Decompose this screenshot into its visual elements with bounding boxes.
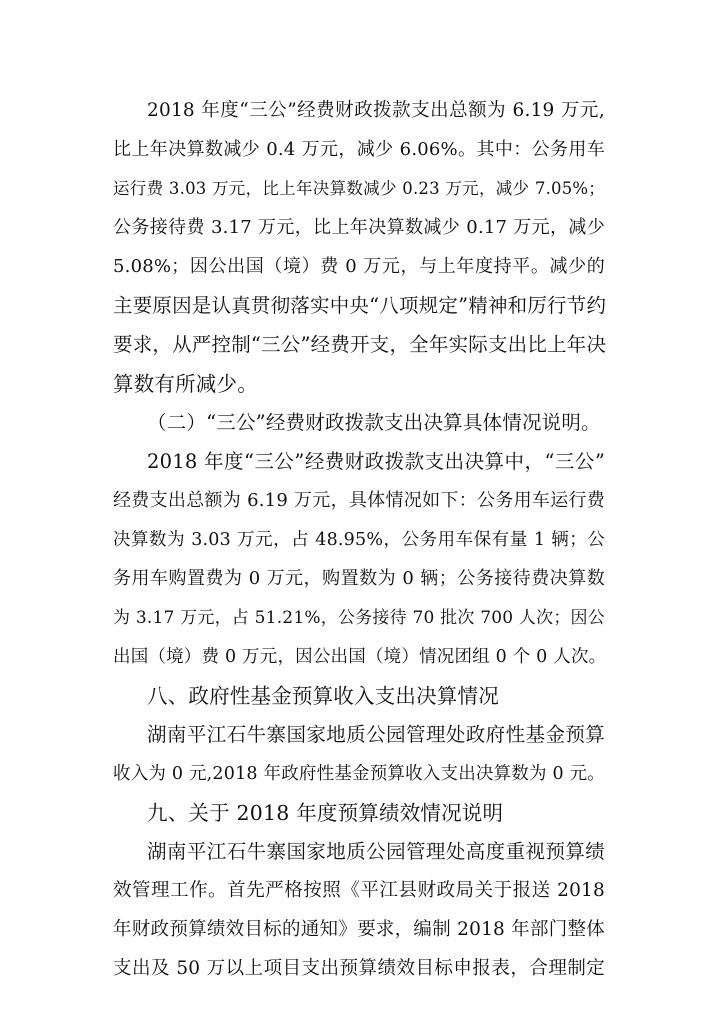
text-line: 公务接待费 3.17 万元，比上年决算数减少 0.17 万元，减少 xyxy=(113,217,605,238)
text-line: 湖南平江石牛寨国家地质公园管理处高度重视预算绩 xyxy=(147,840,605,863)
text-line: 经费支出总额为 6.19 万元，具体情况如下：公务用车运行费 xyxy=(113,490,605,511)
text-line: 出国（境）费 0 万元，因公出国（境）情况团组 0 个 0 人次。 xyxy=(113,647,607,667)
text-line: 年财政预算绩效目标的通知》要求，编制 2018 年部门整体 xyxy=(113,919,605,940)
text-line: 5.08%；因公出国（境）费 0 万元，与上年度持平。减少的 xyxy=(113,256,605,277)
section-heading: 八、政府性基金预算收入支出决算情况 xyxy=(147,684,499,708)
text-line: 支出及 50 万以上项目支出预算绩效目标申报表，合理制定 xyxy=(113,958,605,979)
text-line: 运行费 3.03 万元，比上年决算数减少 0.23 万元，减少 7.05%； xyxy=(113,179,605,198)
text-line: 2018 年度“三公”经费财政拨款支出决算中，“三公” xyxy=(147,450,605,473)
text-line: 要求，从严控制“三公”经费开支，全年实际支出比上年决 xyxy=(113,333,607,356)
text-line: 湖南平江石牛寨国家地质公园管理处政府性基金预算 xyxy=(147,723,605,746)
text-line: 务用车购置费为 0 万元，购置数为 0 辆；公务接待费决算数 xyxy=(113,568,605,589)
text-line: 为 3.17 万元，占 51.21%，公务接待 70 批次 700 人次；因公 xyxy=(113,608,605,628)
section-subheading: （二）“三公”经费财政拨款支出决算具体情况说明。 xyxy=(147,411,601,434)
text-line: 比上年决算数减少 0.4 万元，减少 6.06%。其中：公务用车 xyxy=(113,139,605,160)
text-line: 2018 年度“三公”经费财政拨款支出总额为 6.19 万元, xyxy=(147,100,605,121)
text-line: 算数有所减少。 xyxy=(113,372,258,396)
section-heading: 九、关于 2018 年度预算绩效情况说明 xyxy=(147,801,504,825)
text-line: 决算数为 3.03 万元，占 48.95%，公务用车保有量 1 辆；公 xyxy=(113,530,605,550)
text-line: 效管理工作。首先严格按照《平江县财政局关于报送 2018 xyxy=(113,880,605,901)
text-line: 主要原因是认真贯彻落实中央“八项规定”精神和厉行节约 xyxy=(113,294,607,317)
text-line: 收入为 0 元,2018 年政府性基金预算收入支出决算数为 0 元。 xyxy=(113,764,605,784)
